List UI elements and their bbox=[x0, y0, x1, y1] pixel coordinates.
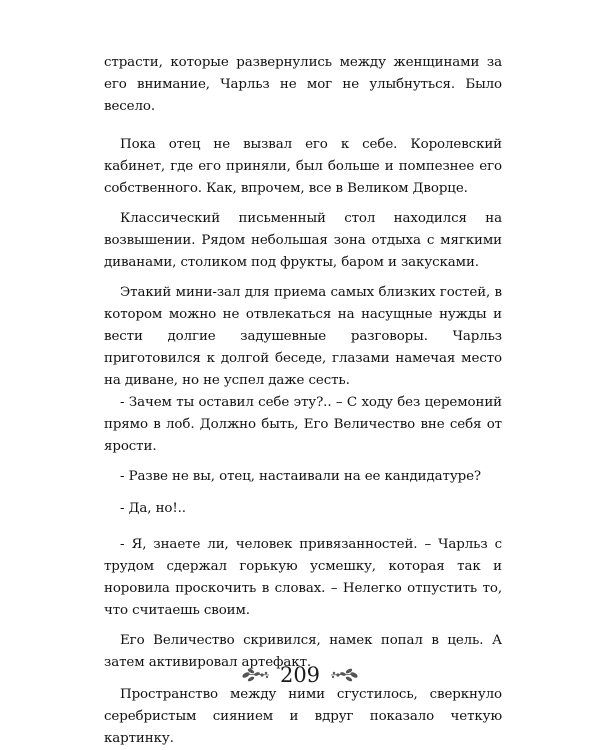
page-body bbox=[104, 52, 502, 750]
paragraph-6: - Разве не вы, отец, настаивали на ее кандидатуре? bbox=[120, 469, 481, 484]
page-footer bbox=[0, 663, 600, 687]
paragraph-4: Этакий мини-зал для приема самых близких гостей, в котором можно не отвлекаться на насущные нужды и вести долгие задушевные разговоры. Чарльз приготовился к долгой беседе, глазами намечая место на диване, но не успел даже сесть. bbox=[104, 285, 502, 388]
paragraph-5: - Зачем ты оставил себе эту?.. – С ходу без церемоний прямо в лоб. Должно быть, Его Величество вне себя от ярости. bbox=[104, 395, 502, 454]
floral-ornament-icon bbox=[240, 665, 272, 685]
paragraph-9: Его Величество скривился, намек попал в цель. А затем активировал артефакт. bbox=[104, 633, 502, 670]
paragraph-8: - Я, знаете ли, человек привязанностей. – Чарльз с трудом сдержал горькую усмешку, которая так и норовила проскочить в словах. – Нелегко отпустить то, что считаешь своим. bbox=[104, 537, 502, 618]
paragraph-3: Классический письменный стол находился на возвышении. Рядом небольшая зона отдыха с мягкими диванами, столиком под фрукты, баром и закусками. bbox=[104, 211, 502, 270]
paragraph-10: Пространство между ними сгустилось, сверкнуло серебристым сиянием и вдруг показало четкую картинку. bbox=[104, 687, 502, 746]
paragraph-2: Пока отец не вызвал его к себе. Королевский кабинет, где его приняли, был больше и помпезнее его собственного. Как, впрочем, все в Великом Дворце. bbox=[104, 137, 502, 196]
floral-ornament-icon bbox=[328, 665, 360, 685]
paragraph-7: - Да, но!.. bbox=[120, 501, 186, 516]
paragraph-1: страсти, которые развернулись между женщинами за его внимание, Чарльз не мог не улыбнуться. Было весело. bbox=[104, 55, 502, 114]
page-number: 209 bbox=[279, 663, 321, 687]
